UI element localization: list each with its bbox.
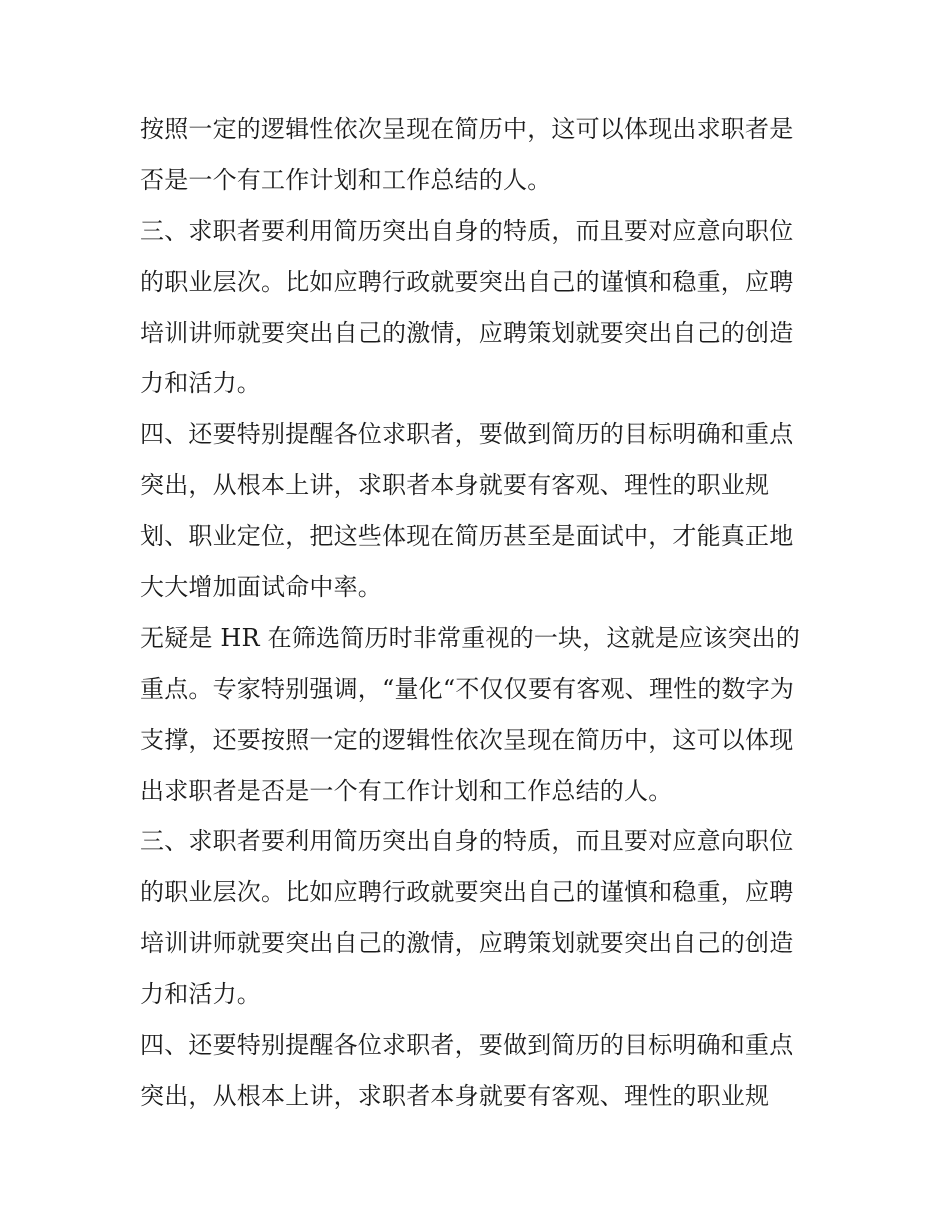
text-line: 力和活力。	[140, 369, 261, 398]
body-text	[140, 104, 830, 1122]
text-line: 否是一个有工作计划和工作总结的人。	[140, 165, 552, 194]
text-line: 无疑是 HR 在筛选简历时非常重视的一块，这就是应该突出的	[140, 623, 801, 652]
text-line: 的职业层次。比如应聘行政就要突出自己的谨慎和稳重，应聘	[140, 878, 794, 907]
text-line: 培训讲师就要突出自己的激情，应聘策划就要突出自己的创造	[140, 318, 794, 347]
text-line: 四、还要特别提醒各位求职者，要做到简历的目标明确和重点	[140, 420, 794, 449]
text-line: 三、求职者要利用简历突出自身的特质，而且要对应意向职位	[140, 216, 794, 245]
text-line: 力和活力。	[140, 980, 261, 1009]
text-line: 突出，从根本上讲，求职者本身就要有客观、理性的职业规	[140, 1081, 770, 1110]
text-line: 出求职者是否是一个有工作计划和工作总结的人。	[140, 776, 673, 805]
text-line: 四、还要特别提醒各位求职者，要做到简历的目标明确和重点	[140, 1031, 794, 1060]
text-line: 重点。专家特别强调，“量化“不仅仅要有客观、理性的数字为	[140, 674, 795, 703]
text-line: 支撑，还要按照一定的逻辑性依次呈现在简历中，这可以体现	[140, 725, 794, 754]
text-line: 的职业层次。比如应聘行政就要突出自己的谨慎和稳重，应聘	[140, 267, 794, 296]
text-line: 突出，从根本上讲，求职者本身就要有客观、理性的职业规	[140, 471, 770, 500]
text-line: 按照一定的逻辑性依次呈现在简历中，这可以体现出求职者是	[140, 115, 794, 143]
text-line: 划、职业定位，把这些体现在简历甚至是面试中，才能真正地	[140, 522, 794, 551]
text-line: 大大增加面试命中率。	[140, 573, 382, 602]
text-line: 三、求职者要利用简历突出自身的特质，而且要对应意向职位	[140, 827, 794, 856]
text-line: 培训讲师就要突出自己的激情，应聘策划就要突出自己的创造	[140, 929, 794, 958]
